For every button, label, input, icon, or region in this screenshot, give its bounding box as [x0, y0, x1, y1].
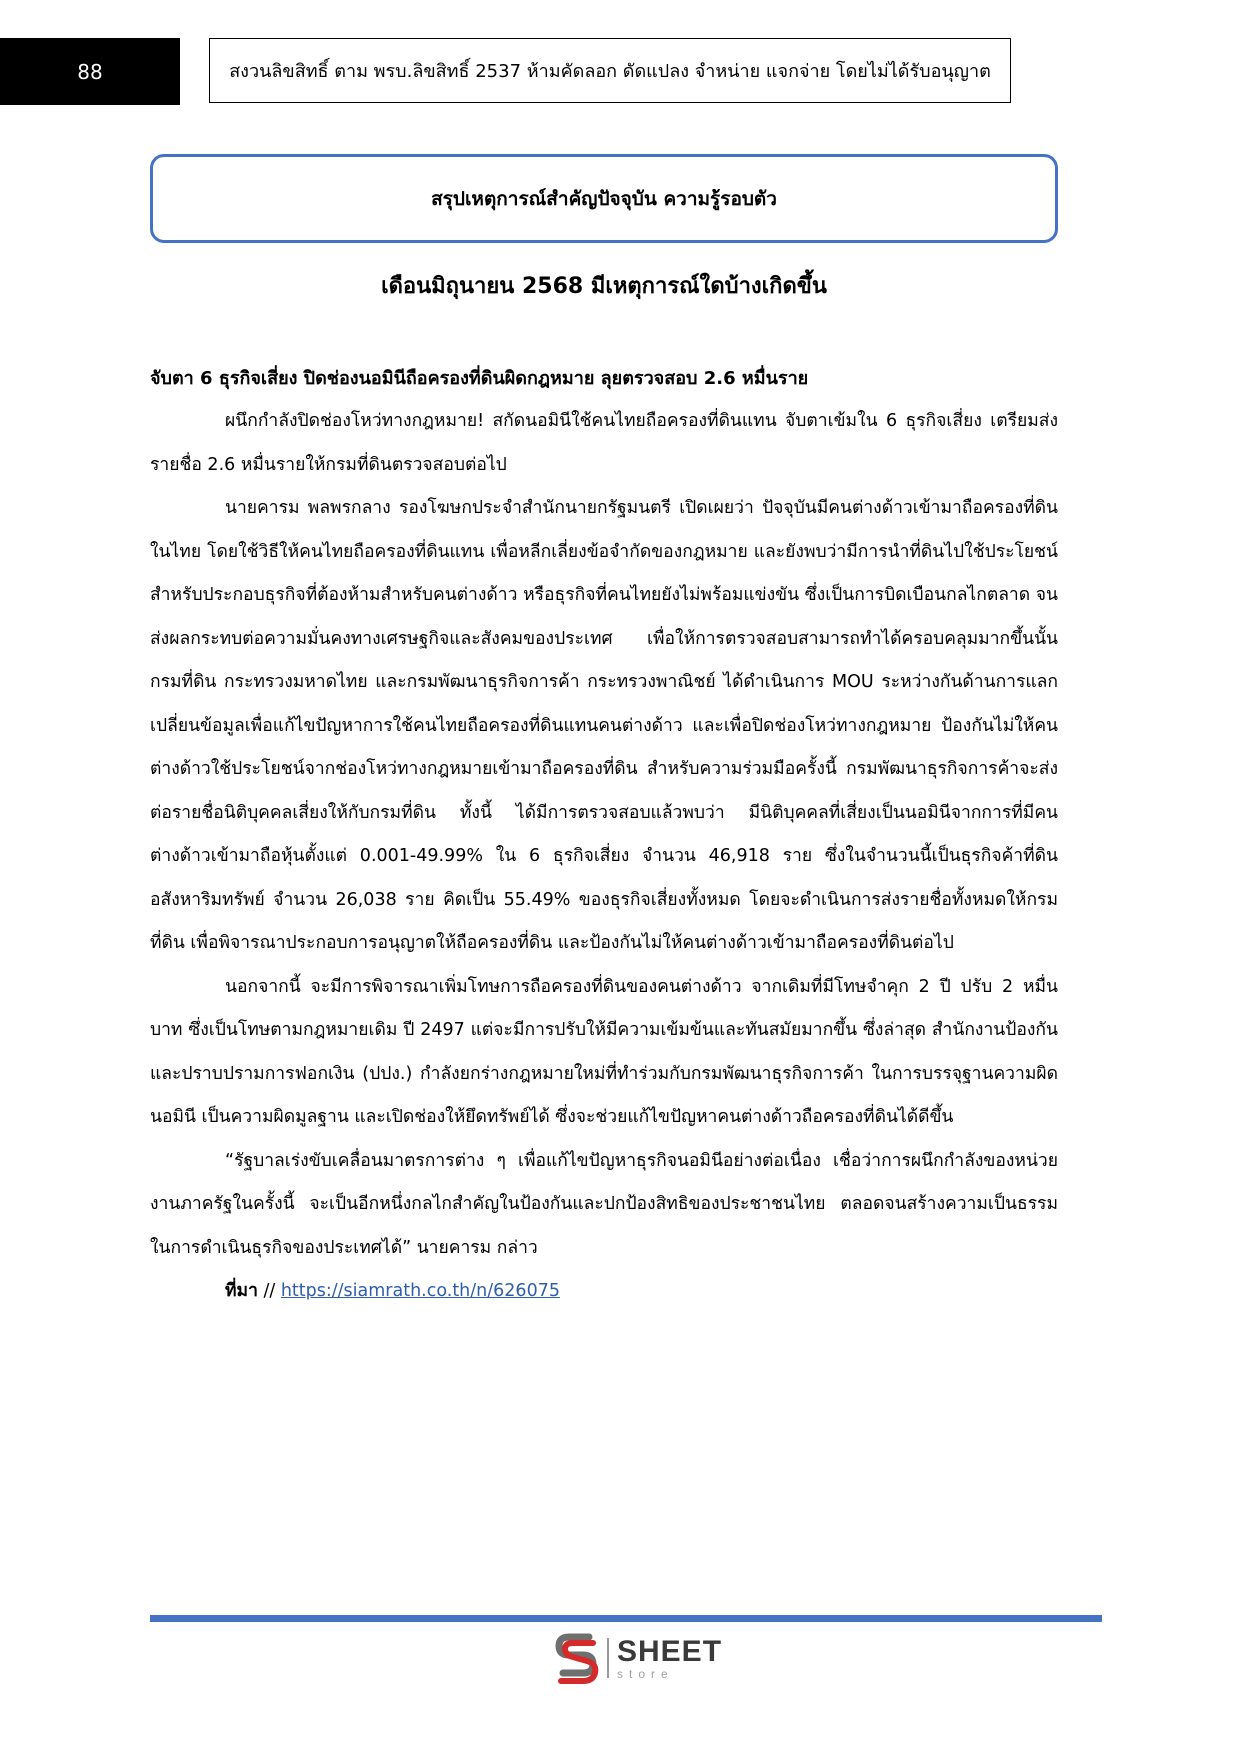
logo-sub: store — [617, 1666, 674, 1681]
article-paragraph: นอกจากนี้ จะมีการพิจารณาเพิ่มโทษการถือครองที่ดินของคนต่างด้าว จากเดิมที่มีโทษจำคุก 2 ปี ปรับ 2 หมื่นบาท ซึ่งเป็นโทษตามกฎหมายเดิม ปี 2497 แต่จะมีการปรับให้มีความเข้มข้นและทันสมัยมากขึ้น ซึ่งล่าสุด สำนักงานป้องกันและปราบปรามการฟอกเงิน (ปปง.) กำลังยกร่างกฎหมายใหม่ที่ทำร่วมกับกรมพัฒนาธุรกิจการค้า ในการบรรจุฐานความผิดนอมินี เป็นความผิดมูลฐาน และเปิดช่องให้ยึดทรัพย์ได้ ซึ่งจะช่วยแก้ไขปัญหาคนต่างด้าวถือครองที่ดินได้ดีขึ้น — [150, 976, 1058, 1127]
source-link[interactable]: https://siamrath.co.th/n/626075 — [280, 1281, 560, 1301]
source-separator: // — [257, 1281, 281, 1301]
copyright-notice: สงวนลิขสิทธิ์ ตาม พรบ.ลิขสิทธิ์ 2537 ห้ามคัดลอก ดัดแปลง จำหน่าย แจกจ่าย โดยไม่ได้รับอนุญาต — [229, 61, 991, 82]
sheet-store-logo — [553, 1630, 722, 1686]
article-paragraph: “รัฐบาลเร่งขับเคลื่อนมาตรการต่าง ๆ เพื่อแก้ไขปัญหาธุรกิจนอมินีอย่างต่อเนื่อง เชื่อว่าการผนึกกำลังของหน่วยงานภาครัฐในครั้งนี้ จะเป็นอีกหนึ่งกลไกสำคัญในป้องกันและปกป้องสิทธิของประชาชนไทย ตลอดจนสร้างความเป็นธรรมในการดำเนินธุรกิจของประเทศได้” นายคารม กล่าว — [150, 1150, 1058, 1258]
sheet-store-s-logo-icon — [553, 1631, 601, 1685]
logo-text — [617, 1634, 723, 1681]
section-title: สรุปเหตุการณ์สำคัญปัจจุบัน ความรู้รอบตัว — [431, 187, 777, 210]
copyright-header — [209, 38, 1011, 103]
article — [150, 358, 1058, 1314]
logo-brand: SHEET — [617, 1634, 723, 1668]
month-heading: เดือนมิถุนายน 2568 มีเหตุการณ์ใดบ้างเกิดขึ้น — [381, 274, 827, 299]
article-paragraph: ผนึกกำลังปิดช่องโหว่ทางกฎหมาย! สกัดนอมินีใช้คนไทยถือครองที่ดินแทน จับตาเข้มใน 6 ธุรกิจเสี่ยง เตรียมส่งรายชื่อ 2.6 หมื่นรายให้กรมที่ดินตรวจสอบต่อไป — [150, 411, 1058, 475]
footer-rule — [150, 1615, 1102, 1622]
page-number: 88 — [77, 59, 103, 84]
article-heading: จับตา 6 ธุรกิจเสี่ยง ปิดช่องนอมินีถือครองที่ดินผิดกฎหมาย ลุยตรวจสอบ 2.6 หมื่นราย — [150, 368, 809, 389]
page-number-badge — [0, 38, 180, 105]
section-title-box — [150, 154, 1058, 243]
article-paragraph: นายคารม พลพรกลาง รองโฆษกประจำสำนักนายกรัฐมนตรี เปิดเผยว่า ปัจจุบันมีคนต่างด้าวเข้ามาถือครองที่ดินในไทย โดยใช้วิธีให้คนไทยถือครองที่ดินแทน เพื่อหลีกเลี่ยงข้อจำกัดของกฎหมาย และยังพบว่ามีการนำที่ดินไปใช้ประโยชน์ สำหรับประกอบธุรกิจที่ต้องห้ามสำหรับคนต่างด้าว หรือธุรกิจที่คนไทยยังไม่พร้อมแข่งขัน ซึ่งเป็นการบิดเบือนกลไกตลาด จนส่งผลกระทบต่อความมั่นคงทางเศรษฐกิจและสังคมของประเทศ เพื่อให้การตรวจสอบสามารถทำได้ครอบคลุมมากขึ้นนั้น กรมที่ดิน กระทรวงมหาดไทย และกรมพัฒนาธุรกิจการค้า กระทรวงพาณิชย์ ได้ดำเนินการ MOU ระหว่างกันด้านการแลกเปลี่ยนข้อมูลเพื่อแก้ไขปัญหาการใช้คนไทยถือครองที่ดินแทนคนต่างด้าว และเพื่อปิดช่องโหว่ทางกฎหมาย ป้องกันไม่ให้คนต่างด้าวใช้ประโยชน์จากช่องโหว่ทางกฎหมายเข้ามาถือครองที่ดิน สำหรับความร่วมมือครั้งนี้ กรมพัฒนาธุรกิจการค้าจะส่งต่อรายชื่อนิติบุคคลเสี่ยงให้กับกรมที่ดิน ทั้งนี้ ได้มีการตรวจสอบแล้วพบว่า มีนิติบุคคลที่เสี่ยงเป็นนอมินีจากการที่มีคนต่างด้าวเข้ามาถือหุ้นตั้งแต่ 0.001-49.99% ใน 6 ธุรกิจเสี่ยง จำนวน 46,918 ราย ซึ่งในจำนวนนี้เป็นธุรกิจค้าที่ดิน อสังหาริมทรัพย์ จำนวน 26,038 ราย คิดเป็น 55.49% ของธุรกิจเสี่ยงทั้งหมด โดยจะดำเนินการส่งรายชื่อทั้งหมดให้กรมที่ดิน เพื่อพิจารณาประกอบการอนุญาตให้ถือครองที่ดิน และป้องกันไม่ให้คนต่างด้าวเข้ามาถือครองที่ดินต่อไป — [150, 498, 1058, 953]
source-line — [150, 1270, 1058, 1314]
logo-divider — [607, 1638, 609, 1678]
source-label: ที่มา — [225, 1281, 258, 1301]
